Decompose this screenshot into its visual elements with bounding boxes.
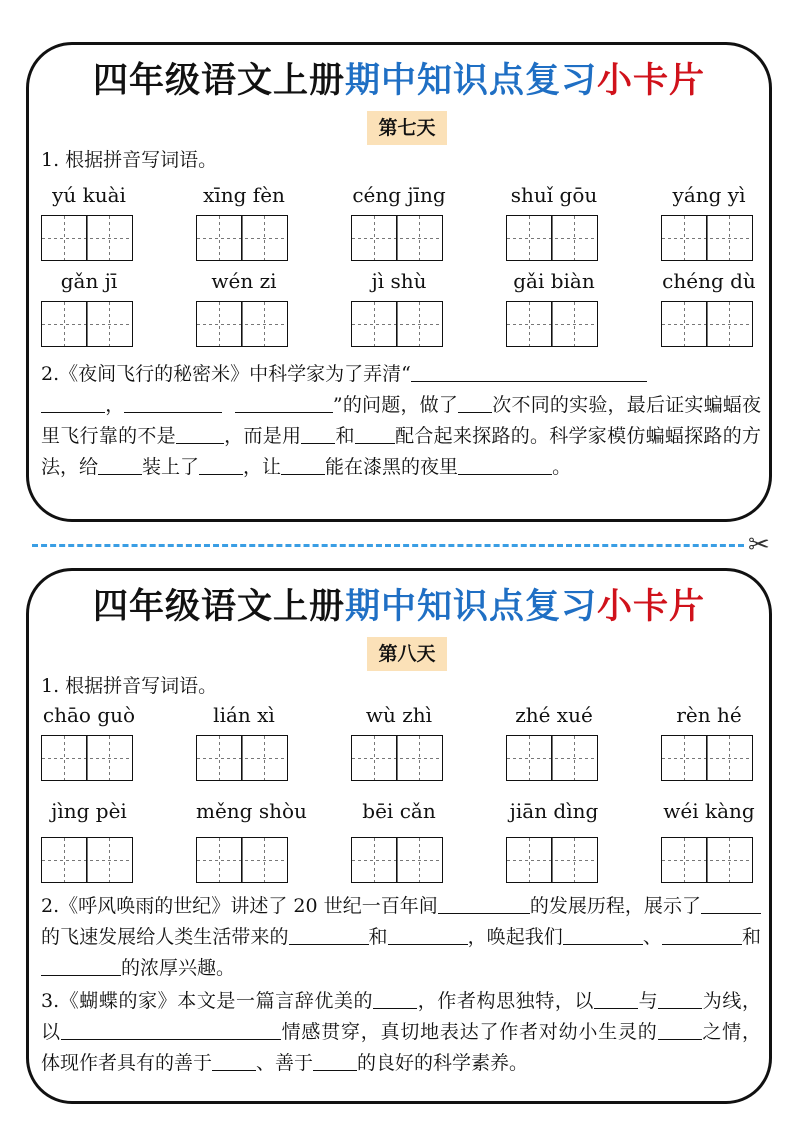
pinyin-label: céng jīng: [352, 183, 446, 207]
question-2-text: 2.《夜间飞行的秘密米》中科学家为了弄清“ ， ”的问题，做了 次不同的实验，最后证实蝙蝠夜里飞行靠的不是 ，而是用 和 配合起来探路的。科学家模仿蝙蝠探路的方法，给 装上了 ，让 能在漆黑的夜里 。: [41, 363, 761, 478]
pinyin-label: wén zi: [211, 269, 277, 293]
pinyin-label: chéng dù: [662, 269, 756, 293]
cut-line: [32, 544, 744, 547]
writing-grid[interactable]: [41, 215, 133, 261]
fill-blank[interactable]: [199, 456, 243, 475]
day-badge: 第七天: [367, 111, 447, 145]
fill-blank[interactable]: [212, 1052, 256, 1071]
writing-grid[interactable]: [351, 215, 443, 261]
review-card-day-7: [26, 42, 772, 522]
fill-blank[interactable]: [594, 990, 638, 1009]
fill-blank[interactable]: [458, 456, 552, 475]
scissors-icon: ✂: [748, 530, 770, 560]
pinyin-label: xīng fèn: [203, 183, 285, 207]
fill-blank[interactable]: [662, 926, 742, 945]
writing-grid[interactable]: [351, 837, 443, 883]
fill-blank[interactable]: [313, 1052, 357, 1071]
writing-grid[interactable]: [661, 837, 753, 883]
fill-blank[interactable]: [281, 456, 325, 475]
title-part-topic: 期中知识点复习: [344, 61, 597, 101]
pinyin-label: gǎi biàn: [513, 269, 595, 293]
fill-blank[interactable]: [289, 926, 369, 945]
question-1-label: 1. 根据拼音写词语。: [41, 149, 218, 171]
writing-grid[interactable]: [506, 301, 598, 347]
review-card-day-8: [26, 568, 772, 1104]
fill-blank[interactable]: [701, 895, 761, 914]
pinyin-label: shuǐ gōu: [510, 183, 598, 207]
writing-grid[interactable]: [506, 735, 598, 781]
title-part-card: 小卡片: [597, 61, 706, 101]
pinyin-label: chāo guò: [42, 703, 136, 727]
writing-grid[interactable]: [351, 301, 443, 347]
writing-grid[interactable]: [661, 301, 753, 347]
fill-blank[interactable]: [438, 895, 530, 914]
title-part-card: 小卡片: [597, 587, 706, 627]
fill-blank[interactable]: [235, 394, 333, 413]
title-part-grade: 四年级语文上册: [92, 61, 345, 101]
card-title: [29, 53, 769, 103]
fill-blank[interactable]: [301, 425, 335, 444]
fill-blank[interactable]: [41, 394, 105, 413]
pinyin-label: yáng yì: [672, 183, 746, 207]
fill-blank[interactable]: [388, 926, 468, 945]
pinyin-label: jì shù: [371, 269, 427, 293]
fill-blank[interactable]: [124, 394, 222, 413]
fill-blank[interactable]: [458, 394, 492, 413]
fill-blank[interactable]: [98, 456, 142, 475]
fill-blank[interactable]: [373, 990, 417, 1009]
fill-blank[interactable]: [355, 425, 395, 444]
writing-grid[interactable]: [41, 301, 133, 347]
title-part-grade: 四年级语文上册: [92, 587, 345, 627]
fill-blank[interactable]: [61, 1021, 281, 1040]
day-badge: 第八天: [367, 637, 447, 671]
pinyin-label: měng shòu: [196, 799, 307, 823]
pinyin-label: bēi cǎn: [362, 799, 436, 823]
pinyin-label: lián xì: [213, 703, 275, 727]
writing-grid[interactable]: [506, 837, 598, 883]
pinyin-label: zhé xué: [515, 703, 593, 727]
fill-blank[interactable]: [411, 363, 647, 382]
fill-blank[interactable]: [41, 957, 121, 976]
fill-blank[interactable]: [658, 1021, 702, 1040]
fill-blank[interactable]: [176, 425, 224, 444]
question-3-text: 3.《蝴蝶的家》本文是一篇言辞优美的 ，作者构思独特，以 与 为线，以 情感贯穿，真切地表达了作者对幼小生灵的 之情，体现作者具有的善于 、善于 的良好的科学素养。: [41, 990, 761, 1074]
question-1-label: 1. 根据拼音写词语。: [41, 675, 218, 697]
pinyin-label: yú kuài: [52, 183, 126, 207]
writing-grid[interactable]: [506, 215, 598, 261]
writing-grid[interactable]: [661, 215, 753, 261]
writing-grid[interactable]: [196, 735, 288, 781]
question-2-text: 2.《呼风唤雨的世纪》讲述了 20 世纪一百年间 的发展历程，展示了的飞速发展给人类生活带来的 和 ，唤起我们 、 和的浓厚兴趣。: [41, 895, 761, 979]
pinyin-label: jiān dìng: [509, 799, 599, 823]
writing-grid[interactable]: [41, 837, 133, 883]
pinyin-label: wù zhì: [365, 703, 433, 727]
pinyin-label: wéi kàng: [663, 799, 755, 823]
pinyin-label: gǎn jī: [60, 269, 118, 293]
writing-grid[interactable]: [196, 301, 288, 347]
writing-grid[interactable]: [196, 215, 288, 261]
pinyin-label: jìng pèi: [51, 799, 127, 823]
writing-grid[interactable]: [351, 735, 443, 781]
fill-blank[interactable]: [563, 926, 643, 945]
writing-grid[interactable]: [41, 735, 133, 781]
pinyin-label: rèn hé: [676, 703, 742, 727]
writing-grid[interactable]: [661, 735, 753, 781]
writing-grid[interactable]: [196, 837, 288, 883]
title-part-topic: 期中知识点复习: [344, 587, 597, 627]
fill-blank[interactable]: [658, 990, 702, 1009]
card-title: [29, 579, 769, 629]
